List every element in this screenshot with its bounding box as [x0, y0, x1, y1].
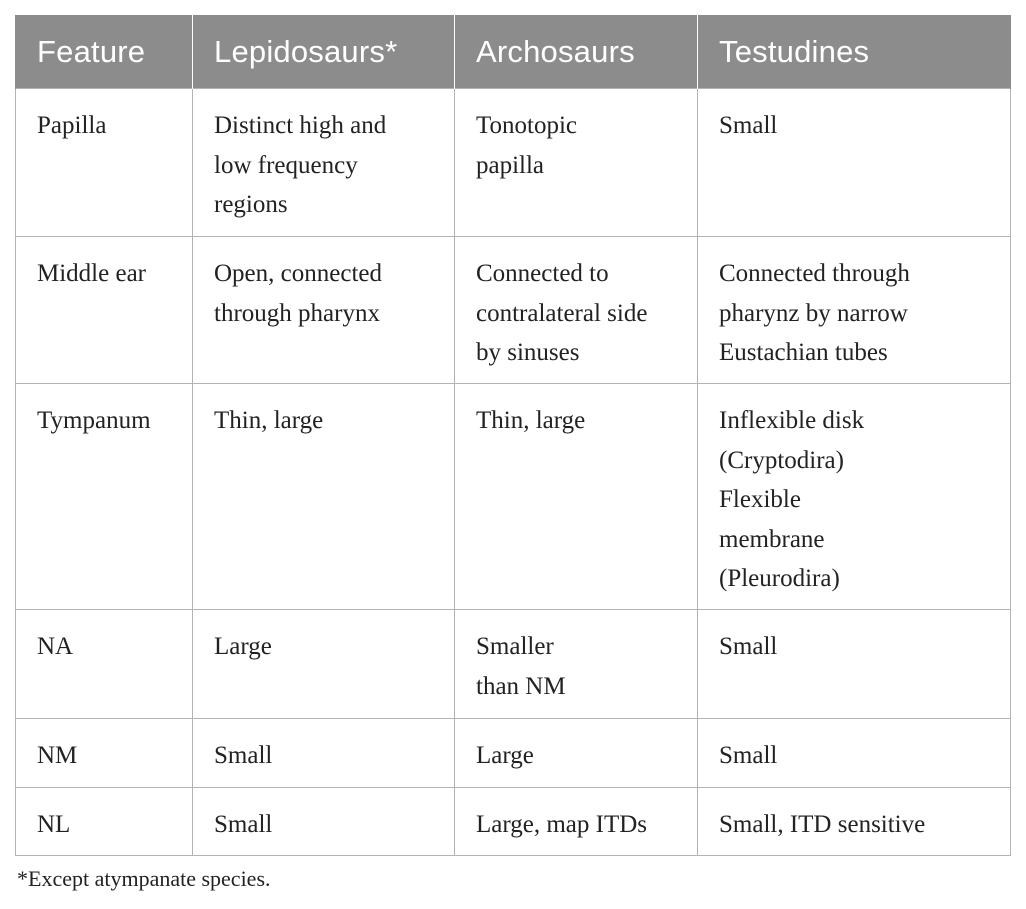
table-cell: Thin, large: [455, 384, 698, 610]
table-row: [16, 719, 1011, 788]
table-cell: Large: [455, 719, 698, 788]
table-row: [16, 788, 1011, 856]
table-cell: Open, connected through pharynx: [193, 237, 455, 384]
table-cell: Small: [698, 610, 1011, 719]
table-cell: Smaller than NM: [455, 610, 698, 719]
table-row: [16, 89, 1011, 237]
table-cell-feature: Middle ear: [16, 237, 193, 384]
table-cell: Small: [698, 89, 1011, 237]
comparison-table-container: [15, 15, 1010, 856]
table-cell: Thin, large: [193, 384, 455, 610]
header-lepidosaurs: Lepidosaurs*: [193, 15, 455, 89]
table-body: [16, 89, 1011, 856]
table-cell-feature: NL: [16, 788, 193, 856]
table-cell-feature: NA: [16, 610, 193, 719]
table-header: [16, 15, 1011, 89]
table-cell: Connected through pharynz by narrow Eustachian tubes: [698, 237, 1011, 384]
table-cell: Large: [193, 610, 455, 719]
header-feature: Feature: [16, 15, 193, 89]
table-row: [16, 610, 1011, 719]
table-cell: Small, ITD sensitive: [698, 788, 1011, 856]
table-row: [16, 384, 1011, 610]
table-cell: Small: [698, 719, 1011, 788]
table-cell: Small: [193, 788, 455, 856]
table-cell: Connected to contralateral side by sinuses: [455, 237, 698, 384]
table-cell-feature: Papilla: [16, 89, 193, 237]
comparison-table: [15, 15, 1011, 856]
header-archosaurs: Archosaurs: [455, 15, 698, 89]
table-cell: Large, map ITDs: [455, 788, 698, 856]
table-cell: Inflexible disk (Cryptodira) Flexible membrane (Pleurodira): [698, 384, 1011, 610]
header-row: [16, 15, 1011, 89]
table-cell: Tonotopic papilla: [455, 89, 698, 237]
table-cell-feature: NM: [16, 719, 193, 788]
table-cell: Distinct high and low frequency regions: [193, 89, 455, 237]
header-testudines: Testudines: [698, 15, 1011, 89]
table-cell: Small: [193, 719, 455, 788]
table-row: [16, 237, 1011, 384]
table-footnote: *Except atympanate species.: [17, 866, 271, 891]
table-cell-feature: Tympanum: [16, 384, 193, 610]
